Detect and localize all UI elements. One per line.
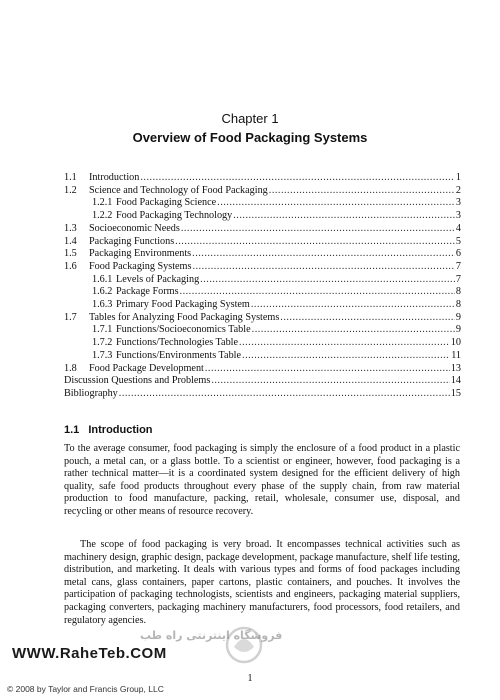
- toc-leader-dots: [192, 248, 455, 261]
- toc-entry-page: 11: [451, 349, 461, 361]
- toc-entry-title: Packaging Functions: [89, 235, 175, 247]
- toc-entry-title: Food Packaging Systems: [89, 260, 192, 272]
- body-paragraph-1: To the average consumer, food packaging is simply the enclosure of a food product in a plastic pouch, a metal can, or a glass bottle. To a scientist or engineer, however, food packaging is a rather technical matter—it is a coordinated system designed for the efficient delivery of high quality, safe food products throughout every phase of the supply chain, from raw material production to food manufacture, packing, retail, wholesale, consumer use, disposal, and recycling or other means of resource recovery.: [64, 443, 460, 517]
- toc-entry-page: 3: [455, 210, 461, 222]
- toc-entry-page: 8: [455, 299, 461, 311]
- section-number: 1.1: [64, 424, 80, 436]
- toc-entry-page: 14: [450, 375, 461, 387]
- toc-entry: [64, 299, 461, 312]
- toc-entry-number: 1.7.3: [92, 349, 113, 361]
- toc-leader-dots: [269, 185, 455, 198]
- toc-entry-title: Food Package Development: [89, 362, 204, 374]
- toc-entry-number: 1.7: [64, 311, 77, 323]
- page-number: 1: [247, 673, 253, 684]
- toc-entry-number: 1.7.1: [92, 324, 113, 336]
- toc-entry-title: Functions/Socioeconomics Table: [116, 324, 251, 336]
- toc-entry: [64, 363, 461, 376]
- toc-leader-dots: [192, 261, 454, 274]
- toc-leader-dots: [251, 299, 455, 312]
- toc-leader-dots: [280, 312, 455, 325]
- toc-entry-page: 7: [455, 260, 461, 272]
- toc-entry-title: Food Packaging Technology: [116, 210, 233, 222]
- toc-entry: [64, 350, 461, 363]
- section-title: Introduction: [88, 424, 153, 436]
- body-paragraph-2: The scope of food packaging is very broad. It encompasses technical activities such as machinery design, graphic design, package development, package manufacture, shelf life testing, distribution, and marketing. It deals with various types and forms of food packages including metal cans, glass containers, paper cartons, plastic containers, and pouches. It involves the participation of packaging technologists, scientists and engineers, packaging material suppliers, packaging converters, packaging machinery manufacturers, food processors, food retailers, and regulatory agencies.: [64, 539, 460, 626]
- watermark-persian-text: فروشگاه اینترنتی راه طب: [140, 629, 283, 642]
- toc-entry-title: Primary Food Packaging System: [116, 299, 250, 311]
- toc-entry: [64, 375, 461, 388]
- toc-leader-dots: [200, 274, 455, 287]
- toc-entry-page: 9: [455, 311, 461, 323]
- toc-entry: [64, 337, 461, 350]
- toc-leader-dots: [119, 388, 450, 401]
- toc-entry: [64, 236, 461, 249]
- toc-entry-page: 1: [455, 172, 461, 183]
- toc-leader-dots: [211, 375, 450, 388]
- toc-entry-page: 4: [455, 222, 461, 234]
- toc-entry-page: 7: [455, 273, 461, 285]
- toc-entry: [64, 197, 461, 210]
- toc-leader-dots: [140, 172, 455, 185]
- chapter-label: Chapter 1: [221, 111, 279, 126]
- toc-entry-number: 1.1: [64, 172, 77, 183]
- toc-entry-number: 1.6.2: [92, 286, 113, 298]
- toc-entry-number: 1.3: [64, 222, 77, 234]
- toc-leader-dots: [239, 337, 450, 350]
- toc-entry-page: 5: [455, 235, 461, 247]
- toc-leader-dots: [242, 350, 450, 363]
- toc-entry: [64, 286, 461, 299]
- toc-entry-title: Food Packaging Science: [116, 197, 217, 209]
- toc-entry-page: 3: [455, 197, 461, 209]
- copyright-notice: © 2008 by Taylor and Francis Group, LLC: [7, 684, 164, 694]
- toc-entry-number: 1.8: [64, 362, 77, 374]
- toc-entry: [64, 312, 461, 325]
- toc-entry: [64, 210, 461, 223]
- toc-entry: [64, 261, 461, 274]
- toc-entry-number: 1.2.2: [92, 210, 113, 222]
- toc-entry-title: Socioeconomic Needs: [89, 222, 180, 234]
- toc-leader-dots: [181, 223, 455, 236]
- toc-entry-title: Functions/Environments Table: [116, 349, 242, 361]
- toc-entry-number: 1.5: [64, 248, 77, 260]
- toc-entry-number: 1.4: [64, 235, 77, 247]
- toc-entry-title: Packaging Environments: [89, 248, 192, 260]
- toc-entry-page: 15: [450, 387, 461, 399]
- toc-entry-number: 1.2.1: [92, 197, 113, 209]
- toc-entry-page: 8: [455, 286, 461, 298]
- toc-entry: [64, 388, 461, 401]
- table-of-contents: [64, 172, 461, 401]
- toc-entry-title: Functions/Technologies Table: [116, 337, 239, 349]
- toc-entry-title: Package Forms: [116, 286, 179, 298]
- toc-entry-page: 13: [450, 362, 461, 374]
- toc-entry-page: 10: [450, 337, 461, 349]
- watermark-url: WWW.RaheTeb.COM: [12, 645, 167, 662]
- toc-entry-number: 1.2: [64, 184, 77, 196]
- toc-leader-dots: [252, 324, 455, 337]
- toc-entry-number: 1.6: [64, 260, 77, 272]
- toc-entry: [64, 172, 461, 185]
- toc-entry-title: Discussion Questions and Problems: [64, 375, 211, 387]
- toc-leader-dots: [205, 363, 450, 376]
- toc-entry-number: 1.6.3: [92, 299, 113, 311]
- toc-entry-title: Bibliography: [64, 387, 118, 399]
- toc-entry-title: Introduction: [89, 172, 140, 183]
- toc-entry: [64, 185, 461, 198]
- toc-entry-page: 6: [455, 248, 461, 260]
- toc-entry-number: 1.7.2: [92, 337, 113, 349]
- toc-entry-title: Science and Technology of Food Packaging: [89, 184, 268, 196]
- toc-entry-title: Tables for Analyzing Food Packaging Systems: [89, 311, 280, 323]
- toc-entry-page: 2: [455, 184, 461, 196]
- chapter-title: Overview of Food Packaging Systems: [132, 130, 368, 145]
- toc-leader-dots: [180, 286, 455, 299]
- toc-entry: [64, 223, 461, 236]
- toc-entry-title: Levels of Packaging: [116, 273, 200, 285]
- toc-leader-dots: [233, 210, 455, 223]
- toc-entry: [64, 248, 461, 261]
- toc-leader-dots: [175, 236, 455, 249]
- toc-entry-number: 1.6.1: [92, 273, 113, 285]
- section-heading: [64, 424, 153, 436]
- toc-entry: [64, 274, 461, 287]
- toc-entry: [64, 324, 461, 337]
- toc-leader-dots: [217, 197, 455, 210]
- toc-entry-page: 9: [455, 324, 461, 336]
